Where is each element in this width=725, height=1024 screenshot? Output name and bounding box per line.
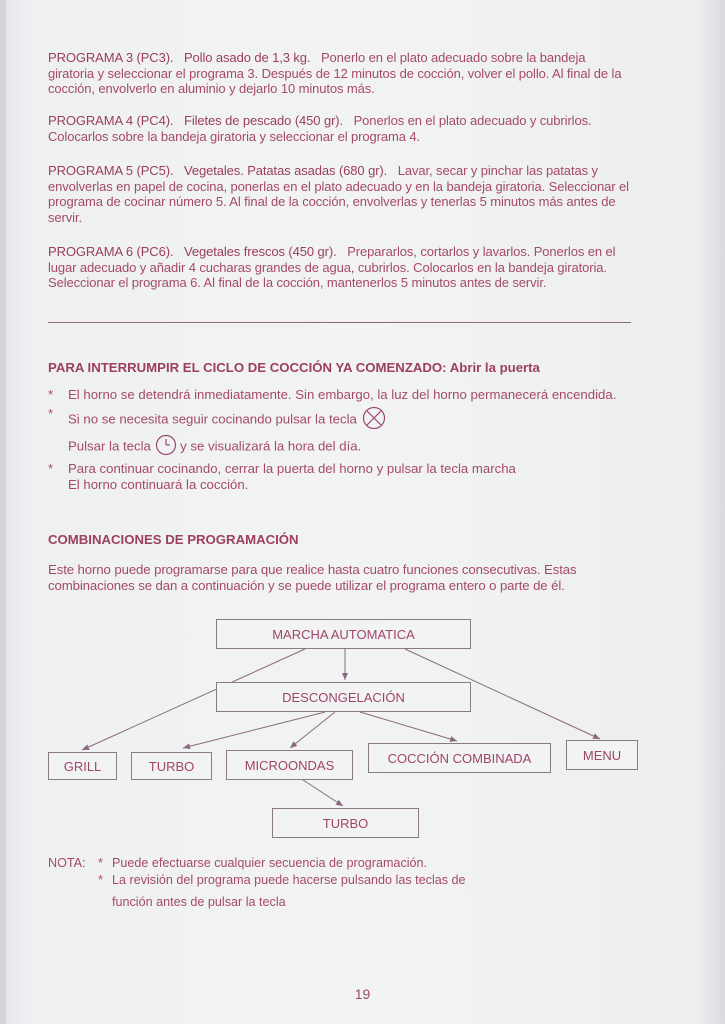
note-block [48, 855, 466, 911]
program-title: Vegetales frescos (450 gr). [183, 244, 337, 259]
box-coccion-combinada: COCCIÓN COMBINADA [368, 743, 551, 773]
list-item [98, 855, 466, 872]
bullet-text: El horno continuará la cocción. [68, 477, 249, 492]
program-code: PROGRAMA 5 (PC5). [48, 163, 174, 178]
page-number: 19 [354, 986, 371, 1002]
program-code: PROGRAMA 4 (PC4). [48, 113, 174, 128]
bullet-star: * [48, 405, 54, 421]
box-marcha-automatica: MARCHA AUTOMATICA [216, 619, 471, 649]
bullet-text: Pulsar la tecla [68, 438, 151, 454]
program-text: Lavar, secar y pinchar las patatas y envolverlas en papel de cocina, ponerlas en el plato adecuado y en la bandeja giratoria. Seleccionar el programa de cocinar número 5. Al final de la cocción, envolverlas y tenerlas 5 minutos más antes de servir. [48, 163, 629, 225]
list-item [98, 872, 466, 911]
program-code: PROGRAMA 3 (PC3). [48, 50, 174, 65]
program-title: Filetes de pescado (450 gr). [183, 113, 344, 128]
box-turbo: TURBO [131, 752, 212, 780]
box-descongelacion: DESCONGELACIÓN [216, 682, 471, 712]
bullet-star: * [98, 873, 103, 887]
note-label: NOTA: [48, 856, 86, 870]
bullet-text: Para continuar cocinando, cerrar la puerta del horno y pulsar la tecla marcha [68, 460, 516, 476]
bullet-star: * [48, 460, 54, 476]
interrupt-heading: PARA INTERRUMPIR EL CICLO DE COCCIÓN YA COMENZADO: Abrir la puerta [48, 360, 540, 375]
bullet-text: y se visualizará la hora del día. [180, 438, 362, 454]
box-grill: GRILL [48, 752, 117, 780]
box-turbo-2: TURBO [272, 808, 419, 838]
note-text: La revisión del programa puede hacerse pulsando las teclas de [112, 873, 466, 887]
program-text: Ponerlos en el plato adecuado y cubrirlos. Colocarlos sobre la bandeja giratoria y seleccionar el programa 4. [48, 113, 592, 144]
program-code: PROGRAMA 6 (PC6). [48, 244, 174, 259]
combinations-heading: COMBINACIONES DE PROGRAMACIÓN [48, 532, 299, 547]
box-microondas: MICROONDAS [226, 750, 353, 780]
bullet-text: El horno se detendrá inmediatamente. Sin embargo, la luz del horno permanecerá encendida. [68, 387, 617, 402]
note-text: Puede efectuarse cualquier secuencia de programación. [112, 856, 428, 870]
bullet-star: * [98, 856, 103, 870]
program-title: Vegetales. Patatas asadas (680 gr). [183, 163, 388, 178]
program-title: Pollo asado de 1,3 kg. [183, 50, 311, 65]
program-text: Prepararlos, cortarlos y lavarlos. Ponerlos en el lugar adecuado y añadir 4 cucharas grandes de agua, cubrirlos. Colocarlos en la bandeja giratoria. Seleccionar el programa 6. Al final de la cocción, mantenerlos 5 minutos antes de servir. [48, 244, 616, 290]
combinations-intro: Este horno puede programarse para que realice hasta cuatro funciones consecutivas. Estas combinaciones se dan a continuación y se puede utilizar el programa entero o parte de él. [48, 562, 577, 593]
note-text: función antes de pulsar la tecla [112, 895, 286, 909]
box-menu: MENU [566, 740, 638, 770]
program-text: Ponerlo en el plato adecuado sobre la bandeja giratoria y seleccionar el programa 3. Después de 12 minutos de cocción, volver el pollo. Al final de la cocción, envolverlo en aluminio y dejarlo 10 minutos más. [48, 50, 622, 96]
bullet-star: * [48, 387, 54, 402]
bullet-text: Si no se necesita seguir cocinando pulsar la tecla [68, 411, 357, 427]
